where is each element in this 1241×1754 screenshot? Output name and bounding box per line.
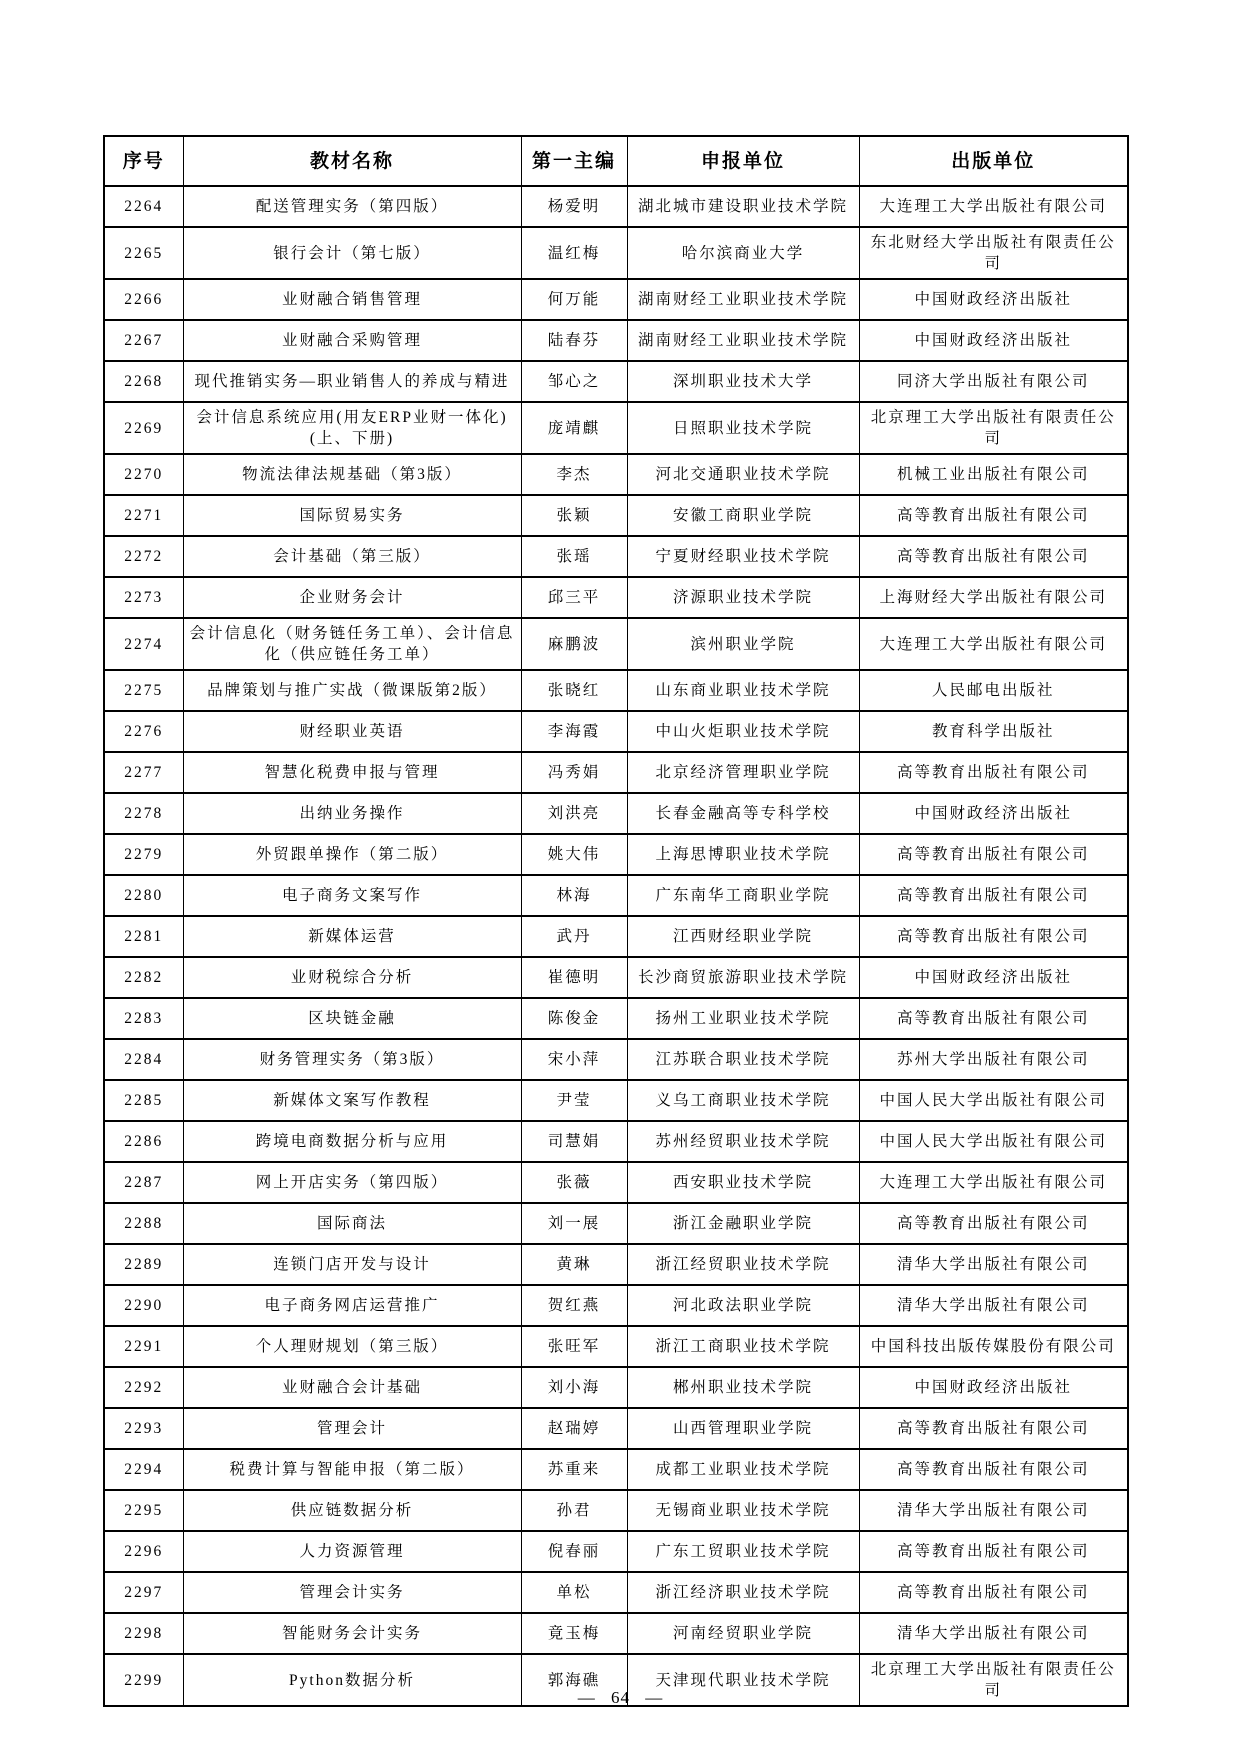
table-row (104, 670, 1128, 711)
textbook-title-cell: 跨境电商数据分析与应用 (183, 1121, 521, 1162)
applicant-unit-cell: 深圳职业技术大学 (627, 361, 859, 402)
table-row (104, 1244, 1128, 1285)
applicant-unit-cell: 苏州经贸职业技术学院 (627, 1121, 859, 1162)
first-editor-cell: 温红梅 (521, 227, 627, 279)
publisher-unit-cell: 教育科学出版社 (859, 711, 1128, 752)
first-editor-cell: 苏重来 (521, 1449, 627, 1490)
applicant-unit-cell: 郴州职业技术学院 (627, 1367, 859, 1408)
publisher-unit-cell: 高等教育出版社有限公司 (859, 495, 1128, 536)
header-textbook-title: 教材名称 (183, 136, 521, 186)
serial-cell: 2271 (104, 495, 183, 536)
serial-cell: 2283 (104, 998, 183, 1039)
publisher-unit-cell: 高等教育出版社有限公司 (859, 834, 1128, 875)
textbook-title-cell: 会计信息系统应用(用友ERP业财一体化)(上、下册) (183, 402, 521, 454)
publisher-unit-cell: 清华大学出版社有限公司 (859, 1244, 1128, 1285)
table-row (104, 320, 1128, 361)
serial-cell: 2290 (104, 1285, 183, 1326)
publisher-unit-cell: 高等教育出版社有限公司 (859, 1531, 1128, 1572)
publisher-unit-cell: 中国财政经济出版社 (859, 320, 1128, 361)
serial-cell: 2268 (104, 361, 183, 402)
textbook-title-cell: 财务管理实务（第3版） (183, 1039, 521, 1080)
table-row (104, 1367, 1128, 1408)
textbook-title-cell: 区块链金融 (183, 998, 521, 1039)
applicant-unit-cell: 河南经贸职业学院 (627, 1613, 859, 1654)
serial-cell: 2297 (104, 1572, 183, 1613)
applicant-unit-cell: 宁夏财经职业技术学院 (627, 536, 859, 577)
applicant-unit-cell: 长春金融高等专科学校 (627, 793, 859, 834)
table-row (104, 1080, 1128, 1121)
first-editor-cell: 邱三平 (521, 577, 627, 618)
first-editor-cell: 林海 (521, 875, 627, 916)
first-editor-cell: 贺红燕 (521, 1285, 627, 1326)
header-applicant-unit: 申报单位 (627, 136, 859, 186)
serial-cell: 2266 (104, 279, 183, 320)
publisher-unit-cell: 北京理工大学出版社有限责任公司 (859, 1654, 1128, 1706)
table-row (104, 1408, 1128, 1449)
applicant-unit-cell: 河北政法职业学院 (627, 1285, 859, 1326)
applicant-unit-cell: 安徽工商职业学院 (627, 495, 859, 536)
applicant-unit-cell: 江西财经职业学院 (627, 916, 859, 957)
table-row (104, 1285, 1128, 1326)
table-row (104, 957, 1128, 998)
first-editor-cell: 刘小海 (521, 1367, 627, 1408)
applicant-unit-cell: 济源职业技术学院 (627, 577, 859, 618)
publisher-unit-cell: 东北财经大学出版社有限责任公司 (859, 227, 1128, 279)
publisher-unit-cell: 清华大学出版社有限公司 (859, 1613, 1128, 1654)
applicant-unit-cell: 山东商业职业技术学院 (627, 670, 859, 711)
table-row (104, 227, 1128, 279)
publisher-unit-cell: 高等教育出版社有限公司 (859, 1572, 1128, 1613)
applicant-unit-cell: 浙江工商职业技术学院 (627, 1326, 859, 1367)
textbook-title-cell: 智能财务会计实务 (183, 1613, 521, 1654)
applicant-unit-cell: 日照职业技术学院 (627, 402, 859, 454)
serial-cell: 2295 (104, 1490, 183, 1531)
first-editor-cell: 宋小萍 (521, 1039, 627, 1080)
serial-cell: 2282 (104, 957, 183, 998)
first-editor-cell: 倪春丽 (521, 1531, 627, 1572)
applicant-unit-cell: 广东南华工商职业学院 (627, 875, 859, 916)
serial-cell: 2287 (104, 1162, 183, 1203)
serial-cell: 2281 (104, 916, 183, 957)
table-row (104, 916, 1128, 957)
publisher-unit-cell: 高等教育出版社有限公司 (859, 875, 1128, 916)
first-editor-cell: 司慧娟 (521, 1121, 627, 1162)
serial-cell: 2279 (104, 834, 183, 875)
applicant-unit-cell: 义乌工商职业技术学院 (627, 1080, 859, 1121)
table-header-row (104, 136, 1128, 186)
serial-cell: 2299 (104, 1654, 183, 1706)
first-editor-cell: 刘一展 (521, 1203, 627, 1244)
first-editor-cell: 陆春芬 (521, 320, 627, 361)
serial-cell: 2273 (104, 577, 183, 618)
first-editor-cell: 陈俊金 (521, 998, 627, 1039)
first-editor-cell: 张旺军 (521, 1326, 627, 1367)
table-row (104, 875, 1128, 916)
publisher-unit-cell: 中国财政经济出版社 (859, 279, 1128, 320)
table-row (104, 186, 1128, 227)
publisher-unit-cell: 高等教育出版社有限公司 (859, 1203, 1128, 1244)
serial-cell: 2265 (104, 227, 183, 279)
textbook-title-cell: 智慧化税费申报与管理 (183, 752, 521, 793)
textbook-title-cell: 会计信息化（财务链任务工单）、会计信息化（供应链任务工单） (183, 618, 521, 670)
first-editor-cell: 何万能 (521, 279, 627, 320)
first-editor-cell: 杨爱明 (521, 186, 627, 227)
header-first-editor: 第一主编 (521, 136, 627, 186)
first-editor-cell: 张晓红 (521, 670, 627, 711)
first-editor-cell: 张颖 (521, 495, 627, 536)
table-row (104, 618, 1128, 670)
serial-cell: 2284 (104, 1039, 183, 1080)
table-row (104, 1490, 1128, 1531)
applicant-unit-cell: 哈尔滨商业大学 (627, 227, 859, 279)
serial-cell: 2270 (104, 454, 183, 495)
textbook-title-cell: 业财融合采购管理 (183, 320, 521, 361)
publisher-unit-cell: 中国人民大学出版社有限公司 (859, 1080, 1128, 1121)
textbook-title-cell: 品牌策划与推广实战（微课版第2版） (183, 670, 521, 711)
table-row (104, 1449, 1128, 1490)
publisher-unit-cell: 中国人民大学出版社有限公司 (859, 1121, 1128, 1162)
publisher-unit-cell: 机械工业出版社有限公司 (859, 454, 1128, 495)
first-editor-cell: 尹莹 (521, 1080, 627, 1121)
first-editor-cell: 冯秀娟 (521, 752, 627, 793)
applicant-unit-cell: 无锡商业职业技术学院 (627, 1490, 859, 1531)
textbook-approval-table (103, 135, 1129, 1707)
publisher-unit-cell: 清华大学出版社有限公司 (859, 1490, 1128, 1531)
textbook-title-cell: 业财税综合分析 (183, 957, 521, 998)
textbook-title-cell: 连锁门店开发与设计 (183, 1244, 521, 1285)
serial-cell: 2292 (104, 1367, 183, 1408)
textbook-title-cell: 会计基础（第三版） (183, 536, 521, 577)
serial-cell: 2289 (104, 1244, 183, 1285)
serial-cell: 2294 (104, 1449, 183, 1490)
applicant-unit-cell: 山西管理职业学院 (627, 1408, 859, 1449)
textbook-title-cell: 网上开店实务（第四版） (183, 1162, 521, 1203)
publisher-unit-cell: 大连理工大学出版社有限公司 (859, 186, 1128, 227)
table-row (104, 1203, 1128, 1244)
serial-cell: 2280 (104, 875, 183, 916)
table-row (104, 998, 1128, 1039)
publisher-unit-cell: 同济大学出版社有限公司 (859, 361, 1128, 402)
applicant-unit-cell: 中山火炬职业技术学院 (627, 711, 859, 752)
serial-cell: 2296 (104, 1531, 183, 1572)
publisher-unit-cell: 高等教育出版社有限公司 (859, 752, 1128, 793)
textbook-title-cell: 个人理财规划（第三版） (183, 1326, 521, 1367)
textbook-title-cell: 国际商法 (183, 1203, 521, 1244)
first-editor-cell: 麻鹏波 (521, 618, 627, 670)
serial-cell: 2293 (104, 1408, 183, 1449)
applicant-unit-cell: 天津现代职业技术学院 (627, 1654, 859, 1706)
serial-cell: 2264 (104, 186, 183, 227)
first-editor-cell: 郭海礁 (521, 1654, 627, 1706)
serial-cell: 2298 (104, 1613, 183, 1654)
publisher-unit-cell: 高等教育出版社有限公司 (859, 1449, 1128, 1490)
serial-cell: 2269 (104, 402, 183, 454)
table-row (104, 1613, 1128, 1654)
applicant-unit-cell: 上海思博职业技术学院 (627, 834, 859, 875)
table-row (104, 402, 1128, 454)
publisher-unit-cell: 大连理工大学出版社有限公司 (859, 618, 1128, 670)
table-row (104, 834, 1128, 875)
publisher-unit-cell: 清华大学出版社有限公司 (859, 1285, 1128, 1326)
applicant-unit-cell: 湖南财经工业职业技术学院 (627, 279, 859, 320)
serial-cell: 2276 (104, 711, 183, 752)
first-editor-cell: 崔德明 (521, 957, 627, 998)
first-editor-cell: 邹心之 (521, 361, 627, 402)
textbook-title-cell: 税费计算与智能申报（第二版） (183, 1449, 521, 1490)
textbook-title-cell: 现代推销实务—职业销售人的养成与精进 (183, 361, 521, 402)
textbook-title-cell: 管理会计 (183, 1408, 521, 1449)
table-row (104, 1162, 1128, 1203)
textbook-title-cell: 物流法律法规基础（第3版） (183, 454, 521, 495)
table-row (104, 536, 1128, 577)
textbook-title-cell: 银行会计（第七版） (183, 227, 521, 279)
table-row (104, 279, 1128, 320)
serial-cell: 2275 (104, 670, 183, 711)
applicant-unit-cell: 西安职业技术学院 (627, 1162, 859, 1203)
table-body (104, 186, 1128, 1706)
textbook-title-cell: 业财融合会计基础 (183, 1367, 521, 1408)
table-row (104, 711, 1128, 752)
textbook-title-cell: Python数据分析 (183, 1654, 521, 1706)
textbook-title-cell: 供应链数据分析 (183, 1490, 521, 1531)
table-row (104, 1121, 1128, 1162)
publisher-unit-cell: 中国财政经济出版社 (859, 957, 1128, 998)
applicant-unit-cell: 湖南财经工业职业技术学院 (627, 320, 859, 361)
textbook-title-cell: 新媒体运营 (183, 916, 521, 957)
applicant-unit-cell: 北京经济管理职业学院 (627, 752, 859, 793)
serial-cell: 2277 (104, 752, 183, 793)
table-row (104, 495, 1128, 536)
applicant-unit-cell: 江苏联合职业技术学院 (627, 1039, 859, 1080)
publisher-unit-cell: 人民邮电出版社 (859, 670, 1128, 711)
publisher-unit-cell: 中国科技出版传媒股份有限公司 (859, 1326, 1128, 1367)
table-row (104, 752, 1128, 793)
table-row (104, 1039, 1128, 1080)
applicant-unit-cell: 浙江金融职业学院 (627, 1203, 859, 1244)
applicant-unit-cell: 浙江经济职业技术学院 (627, 1572, 859, 1613)
textbook-title-cell: 新媒体文案写作教程 (183, 1080, 521, 1121)
table-row (104, 1572, 1128, 1613)
publisher-unit-cell: 高等教育出版社有限公司 (859, 998, 1128, 1039)
publisher-unit-cell: 大连理工大学出版社有限公司 (859, 1162, 1128, 1203)
table-row (104, 454, 1128, 495)
publisher-unit-cell: 中国财政经济出版社 (859, 1367, 1128, 1408)
applicant-unit-cell: 河北交通职业技术学院 (627, 454, 859, 495)
serial-cell: 2267 (104, 320, 183, 361)
first-editor-cell: 单松 (521, 1572, 627, 1613)
applicant-unit-cell: 滨州职业学院 (627, 618, 859, 670)
serial-cell: 2291 (104, 1326, 183, 1367)
first-editor-cell: 姚大伟 (521, 834, 627, 875)
serial-cell: 2278 (104, 793, 183, 834)
textbook-title-cell: 电子商务网店运营推广 (183, 1285, 521, 1326)
publisher-unit-cell: 高等教育出版社有限公司 (859, 1408, 1128, 1449)
textbook-title-cell: 管理会计实务 (183, 1572, 521, 1613)
applicant-unit-cell: 扬州工业职业技术学院 (627, 998, 859, 1039)
first-editor-cell: 李海霞 (521, 711, 627, 752)
textbook-title-cell: 财经职业英语 (183, 711, 521, 752)
first-editor-cell: 黄琳 (521, 1244, 627, 1285)
publisher-unit-cell: 上海财经大学出版社有限公司 (859, 577, 1128, 618)
first-editor-cell: 竟玉梅 (521, 1613, 627, 1654)
serial-cell: 2288 (104, 1203, 183, 1244)
page-number: — 64 — (577, 1688, 664, 1707)
textbook-title-cell: 外贸跟单操作（第二版） (183, 834, 521, 875)
textbook-title-cell: 人力资源管理 (183, 1531, 521, 1572)
serial-cell: 2286 (104, 1121, 183, 1162)
applicant-unit-cell: 湖北城市建设职业技术学院 (627, 186, 859, 227)
first-editor-cell: 李杰 (521, 454, 627, 495)
serial-cell: 2285 (104, 1080, 183, 1121)
textbook-title-cell: 企业财务会计 (183, 577, 521, 618)
textbook-title-cell: 配送管理实务（第四版） (183, 186, 521, 227)
publisher-unit-cell: 高等教育出版社有限公司 (859, 916, 1128, 957)
first-editor-cell: 武丹 (521, 916, 627, 957)
publisher-unit-cell: 中国财政经济出版社 (859, 793, 1128, 834)
applicant-unit-cell: 长沙商贸旅游职业技术学院 (627, 957, 859, 998)
applicant-unit-cell: 浙江经贸职业技术学院 (627, 1244, 859, 1285)
first-editor-cell: 张瑶 (521, 536, 627, 577)
table-row (104, 793, 1128, 834)
first-editor-cell: 孙君 (521, 1490, 627, 1531)
first-editor-cell: 张薇 (521, 1162, 627, 1203)
header-serial: 序号 (104, 136, 183, 186)
publisher-unit-cell: 苏州大学出版社有限公司 (859, 1039, 1128, 1080)
textbook-title-cell: 国际贸易实务 (183, 495, 521, 536)
first-editor-cell: 赵瑞婷 (521, 1408, 627, 1449)
applicant-unit-cell: 广东工贸职业技术学院 (627, 1531, 859, 1572)
textbook-title-cell: 出纳业务操作 (183, 793, 521, 834)
textbook-title-cell: 业财融合销售管理 (183, 279, 521, 320)
table-row (104, 361, 1128, 402)
first-editor-cell: 刘洪亮 (521, 793, 627, 834)
table-row (104, 1531, 1128, 1572)
serial-cell: 2274 (104, 618, 183, 670)
serial-cell: 2272 (104, 536, 183, 577)
publisher-unit-cell: 高等教育出版社有限公司 (859, 536, 1128, 577)
header-publisher-unit: 出版单位 (859, 136, 1128, 186)
table-row (104, 577, 1128, 618)
applicant-unit-cell: 成都工业职业技术学院 (627, 1449, 859, 1490)
first-editor-cell: 庞靖麒 (521, 402, 627, 454)
textbook-title-cell: 电子商务文案写作 (183, 875, 521, 916)
table-row (104, 1326, 1128, 1367)
publisher-unit-cell: 北京理工大学出版社有限责任公司 (859, 402, 1128, 454)
